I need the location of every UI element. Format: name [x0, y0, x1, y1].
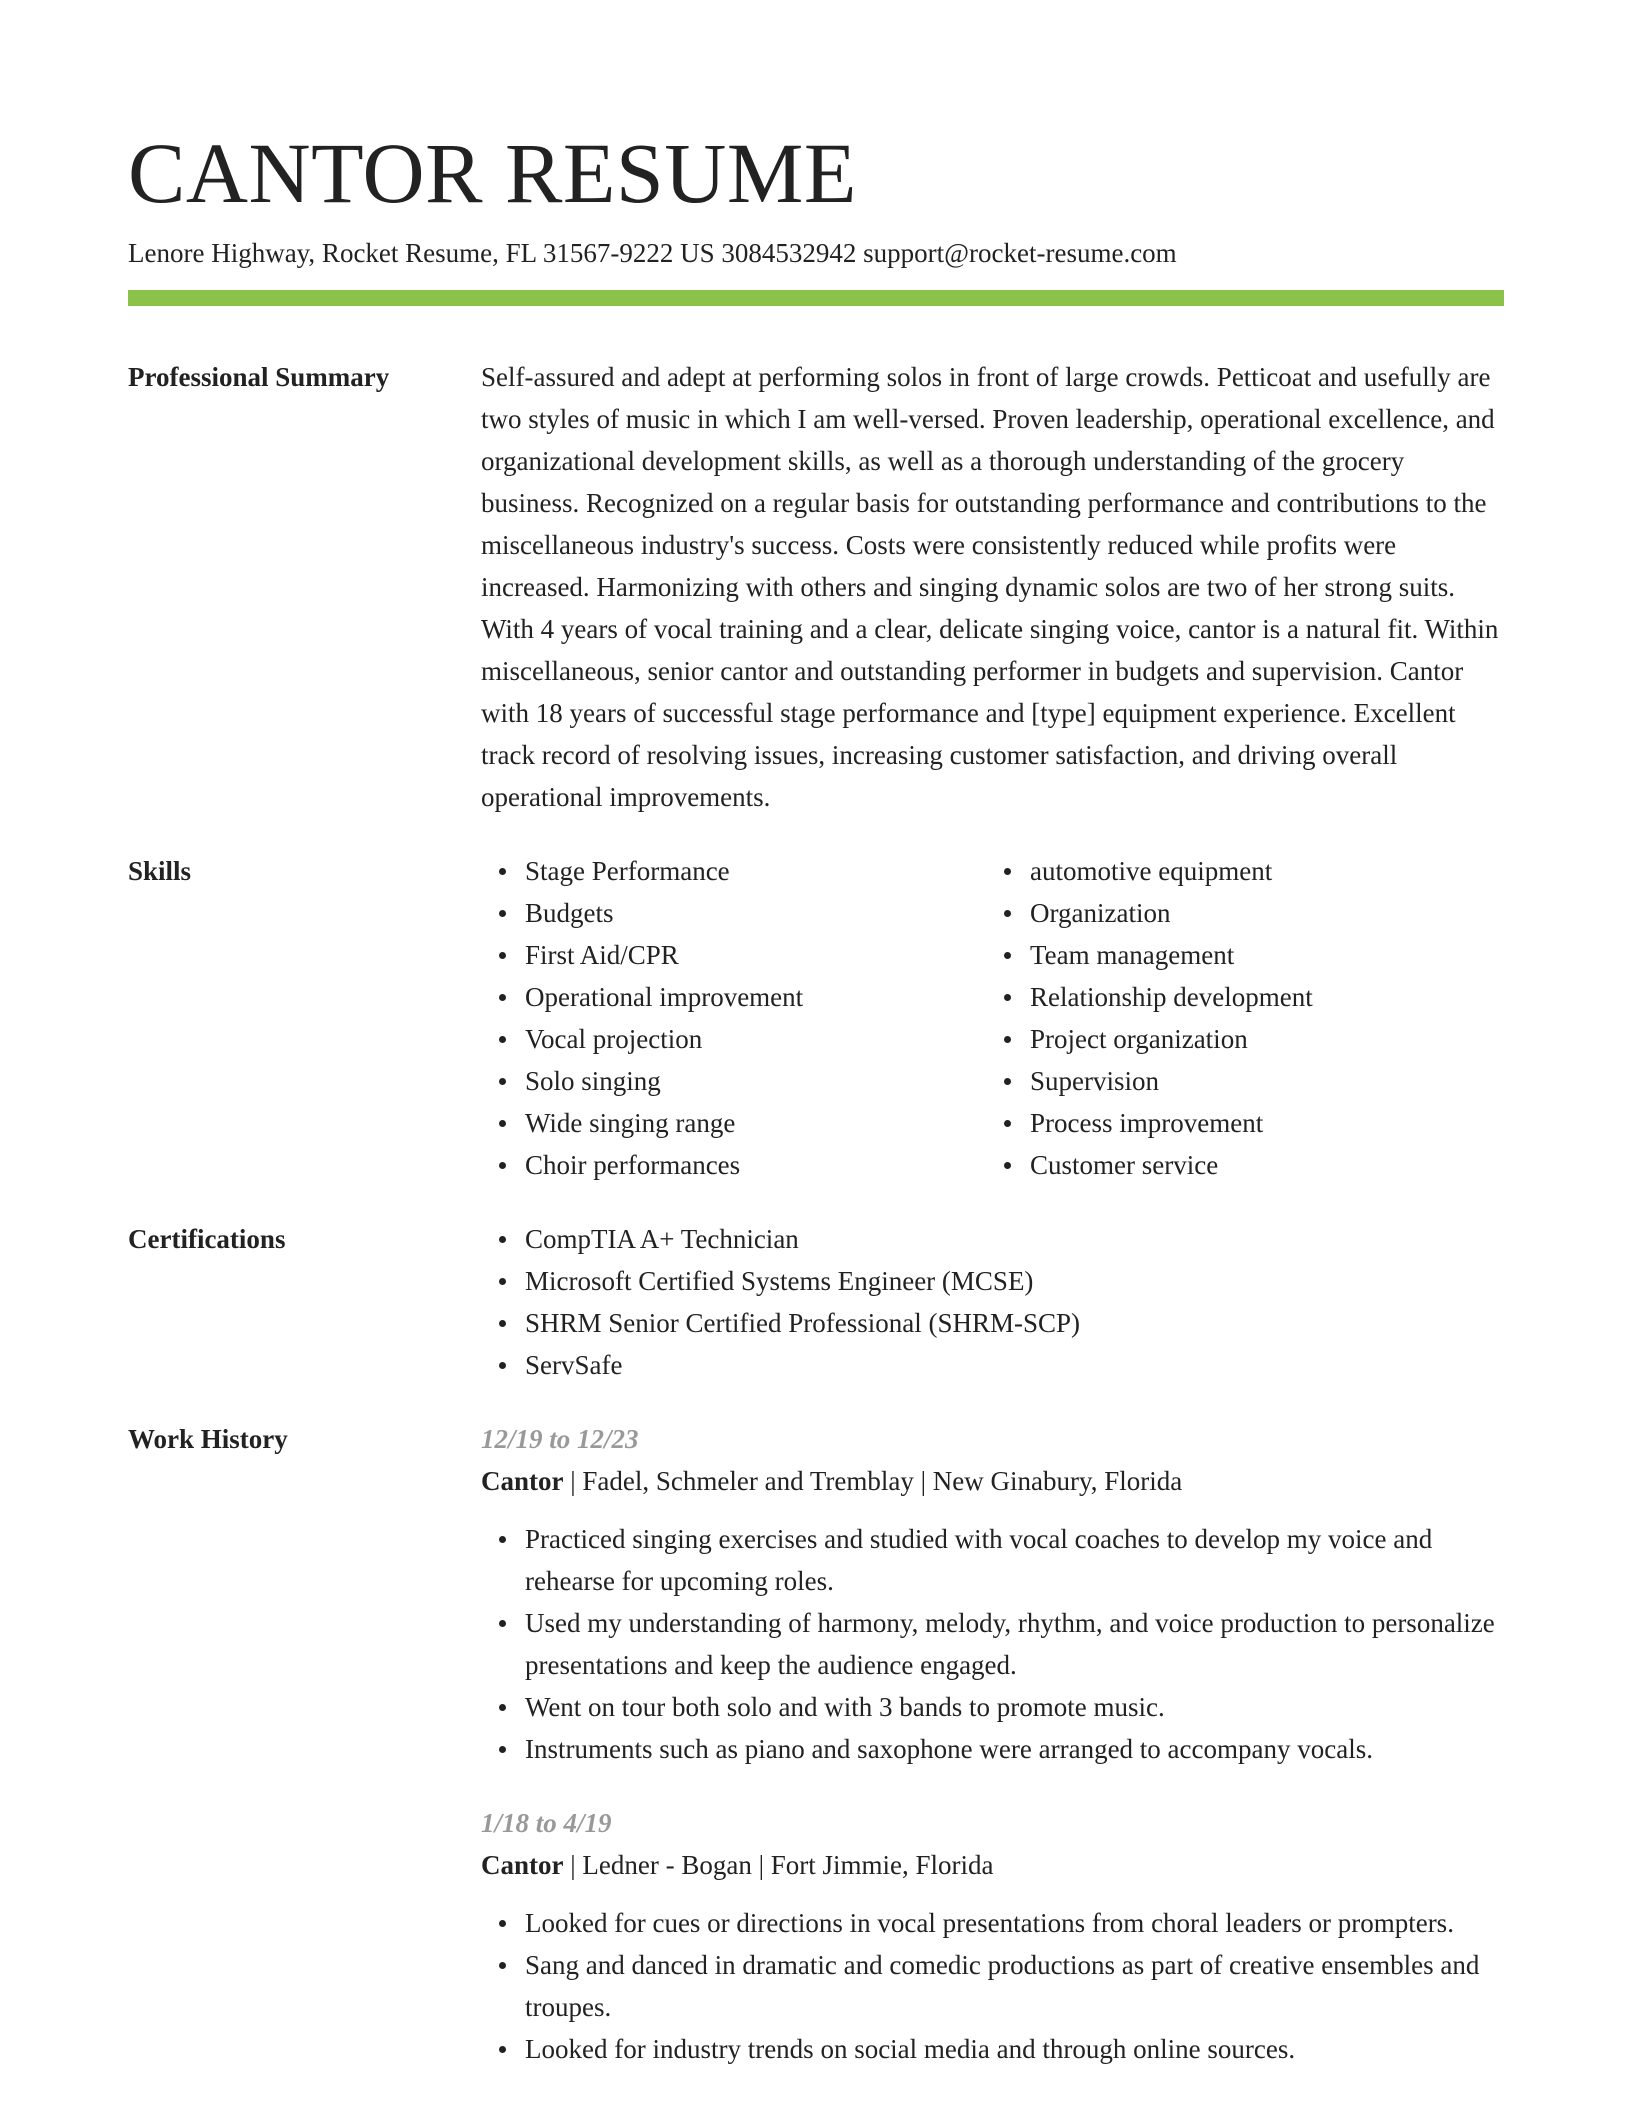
certification-item: Microsoft Certified Systems Engineer (MCSE) — [525, 1260, 1504, 1302]
skill-item: Process improvement — [1030, 1102, 1313, 1144]
skill-item: Solo singing — [525, 1060, 986, 1102]
job-employer-location: | Ledner - Bogan | Fort Jimmie, Florida — [563, 1850, 994, 1880]
job-bullet: Practiced singing exercises and studied with vocal coaches to develop my voice and rehearse for upcoming roles. — [525, 1518, 1504, 1602]
certifications-list — [481, 1218, 1504, 1386]
skill-item: Vocal projection — [525, 1018, 986, 1060]
certifications-heading: Certifications — [128, 1224, 286, 1254]
certifications-section — [128, 1218, 1504, 1386]
skill-item: Budgets — [525, 892, 986, 934]
skills-section — [128, 850, 1504, 1186]
job-bullet: Looked for cues or directions in vocal presentations from choral leaders or prompters. — [525, 1902, 1504, 1944]
skill-item: Choir performances — [525, 1144, 986, 1186]
skill-item: Operational improvement — [525, 976, 986, 1018]
job-bullet: Went on tour both solo and with 3 bands to promote music. — [525, 1686, 1504, 1728]
certification-item: SHRM Senior Certified Professional (SHRM-SCP) — [525, 1302, 1504, 1344]
skill-item: First Aid/CPR — [525, 934, 986, 976]
summary-section — [128, 356, 1504, 818]
job-entry — [481, 1802, 1504, 2070]
resume-title: CANTOR RESUME — [128, 125, 857, 221]
skill-item: Team management — [1030, 934, 1313, 976]
skills-list-left — [481, 850, 986, 1186]
skill-item: Wide singing range — [525, 1102, 986, 1144]
summary-heading: Professional Summary — [128, 362, 390, 392]
work-history-section — [128, 1418, 1504, 2070]
work-history-heading: Work History — [128, 1424, 288, 1454]
job-bullet: Looked for industry trends on social media and through online sources. — [525, 2028, 1504, 2070]
skills-list-right — [986, 850, 1313, 1186]
job-bullet: Sang and danced in dramatic and comedic productions as part of creative ensembles and troupes. — [525, 1944, 1504, 2028]
job-bullet: Used my understanding of harmony, melody, rhythm, and voice production to personalize presentations and keep the audience engaged. — [525, 1602, 1504, 1686]
certification-item: CompTIA A+ Technician — [525, 1218, 1504, 1260]
job-dates: 1/18 to 4/19 — [481, 1808, 612, 1838]
job-title-line — [481, 1460, 1504, 1502]
job-title-line — [481, 1844, 1504, 1886]
skill-item: Relationship development — [1030, 976, 1313, 1018]
job-bullets — [481, 1518, 1504, 1770]
skill-item: Project organization — [1030, 1018, 1313, 1060]
header-accent-rule — [128, 290, 1504, 306]
skill-item: Supervision — [1030, 1060, 1313, 1102]
job-dates: 12/19 to 12/23 — [481, 1424, 639, 1454]
certification-item: ServSafe — [525, 1344, 1504, 1386]
job-bullets — [481, 1902, 1504, 2070]
skill-item: Customer service — [1030, 1144, 1313, 1186]
job-role: Cantor — [481, 1466, 564, 1496]
contact-line: Lenore Highway, Rocket Resume, FL 31567-9222 US 3084532942 support@rocket-resume.com — [128, 238, 1177, 268]
job-bullet: Instruments such as piano and saxophone were arranged to accompany vocals. — [525, 1728, 1504, 1770]
skill-item: Organization — [1030, 892, 1313, 934]
job-role: Cantor — [481, 1850, 564, 1880]
skill-item: Stage Performance — [525, 850, 986, 892]
skills-heading: Skills — [128, 856, 192, 886]
summary-text: Self-assured and adept at performing solos in front of large crowds. Petticoat and usefully are two styles of music in which I am well-versed. Proven leadership, operational excellence, and organizational development skills, as well as a thorough understanding of the grocery business. Recognized on a regular basis for outstanding performance and contributions to the miscellaneous industry's success. Costs were consistently reduced while profits were increased. Harmonizing with others and singing dynamic solos are two of her strong suits. With 4 years of vocal training and a clear, delicate singing voice, cantor is a natural fit. Within miscellaneous, senior cantor and outstanding performer in budgets and supervision. Cantor with 18 years of successful stage performance and [type] equipment experience. Excellent track record of resolving issues, increasing customer satisfaction, and driving overall operational improvements. — [481, 362, 1499, 812]
job-employer-location: | Fadel, Schmeler and Tremblay | New Ginabury, Florida — [563, 1466, 1183, 1496]
skill-item: automotive equipment — [1030, 850, 1313, 892]
job-entry — [481, 1418, 1504, 1770]
